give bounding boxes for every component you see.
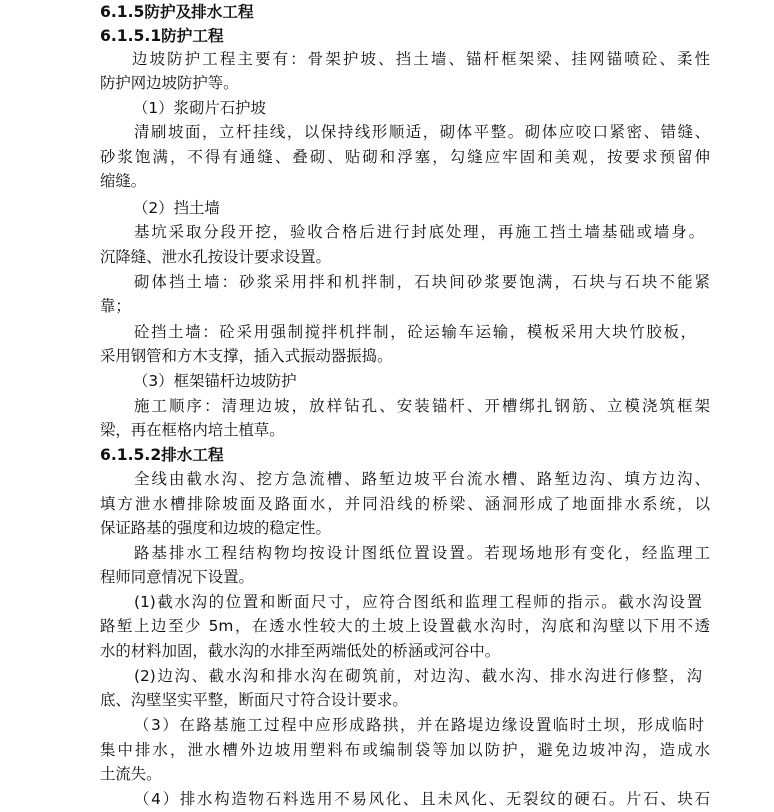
paragraph-line: 土流失。 (100, 765, 162, 783)
item-heading: （2）挡土墙 (133, 199, 220, 217)
paragraph-line: 集中排水，泄水槽外边坡用塑料布或编制袋等加以防护，避免边坡冲沟，造成水 (100, 741, 710, 759)
paragraph-line: 填方泄水槽排除坡面及路面水，并同沿线的桥梁、涵洞形成了地面排水系统，以 (100, 495, 710, 513)
paragraph-line: 路基排水工程结构物均按设计图纸位置设置。若现场地形有变化，经监理工 (134, 544, 710, 562)
paragraph-line: 砼挡土墙：砼采用强制搅拌机拌制，砼运输车运输，模板采用大块竹胶板， (134, 323, 696, 341)
paragraph-line: （3）在路基施工过程中应形成路拱，并在路堤边缘设置临时土坝，形成临时 (134, 716, 704, 734)
subsection-heading: 6.1.5.1防护工程 (100, 27, 224, 45)
paragraph-line: 防护网边坡防护等。 (100, 74, 239, 92)
paragraph-line: 采用钢管和方木支撑，插入式振动器振捣。 (100, 347, 393, 365)
paragraph-line: 边坡防护工程主要有：骨架护坡、挡土墙、锚杆框架梁、挂网锚喷砼、柔性 (132, 50, 710, 68)
paragraph-line: 靠； (100, 297, 131, 315)
paragraph-line: 砂浆饱满，不得有通缝、叠砌、贴砌和浮塞，勾缝应牢固和美观，按要求预留伸 (100, 148, 710, 166)
paragraph-line: 基坑采取分段开挖，验收合格后进行封底处理，再施工挡土墙基础或墙身。 (134, 223, 704, 241)
subsection-heading: 6.1.5.2排水工程 (100, 446, 224, 464)
paragraph-line: 梁，再在框格内培土植草。 (100, 421, 285, 439)
paragraph-line: 程师同意情况下设置。 (100, 568, 254, 586)
paragraph-line: 全线由截水沟、挖方急流槽、路堑边坡平台流水槽、路堑边沟、填方边沟、 (134, 470, 710, 488)
paragraph-line: （4）排水构造物石料选用不易风化、且未风化、无裂纹的硬石。片石、块石 (134, 790, 710, 808)
paragraph-line: 缩缝。 (100, 172, 147, 190)
item-heading: （3）框架锚杆边坡防护 (133, 372, 297, 390)
paragraph-line: (1)截水沟的位置和断面尺寸，应符合图纸和监理工程师的指示。截水沟设置 (134, 593, 702, 611)
paragraph-line: 施工顺序：清理边坡，放样钻孔、安装锚杆、开槽绑扎钢筋、立模浇筑框架 (134, 397, 710, 415)
paragraph-line: 砌体挡土墙：砂浆采用拌和机拌制，石块间砂浆要饱满，石块与石块不能紧 (134, 273, 710, 291)
paragraph-line: 保证路基的强度和边坡的稳定性。 (100, 519, 331, 537)
item-heading: （1）浆砌片石护坡 (133, 99, 266, 117)
paragraph-line: 底、沟壁坚实平整，断面尺寸符合设计要求。 (100, 691, 408, 709)
paragraph-line: 路堑上边至少 5m，在透水性较大的土坡上设置截水沟时，沟底和沟壁以下用不透 (100, 617, 710, 635)
paragraph-line: 水的材料加固，截水沟的水排至两端低处的桥涵或河谷中。 (100, 642, 501, 660)
paragraph-line: (2)边沟、截水沟和排水沟在砌筑前，对边沟、截水沟、排水沟进行修整，沟 (134, 667, 702, 685)
paragraph-line: 沉降缝、泄水孔按设计要求设置。 (100, 248, 331, 266)
paragraph-line: 清刷坡面，立杆挂线，以保持线形顺适，砌体平整。砌体应咬口紧密、错缝、 (134, 123, 710, 141)
section-heading: 6.1.5防护及排水工程 (100, 3, 254, 21)
